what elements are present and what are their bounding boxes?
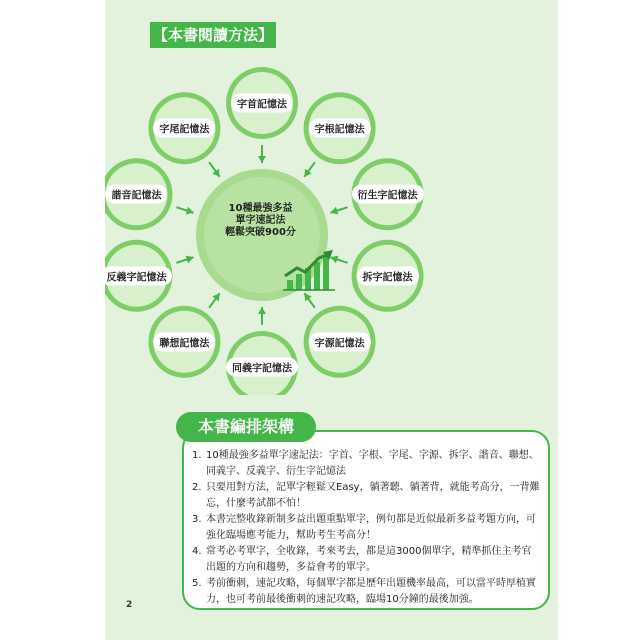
list-item-text: 本書完整收錄新制多益出題重點單字，例句都是近似最新多益考題方向，可強化臨場應考能力，幫助考生考高分！ [206,514,536,541]
method-label [357,266,419,285]
memory-method-diagram [105,55,558,395]
list-item [192,480,540,512]
arrow-head-icon [304,169,311,177]
method-label-text: 同義字記憶法 [226,358,298,377]
method-label-text: 字尾記憶法 [153,119,215,138]
list-item-text: 10種最強多益單字速記法：字首、字根、字尾、字源、拆字、諧音、聯想、同義字、反義字、衍生字記憶法 [206,450,539,477]
list-item-number: 4. [192,546,202,557]
method-label [226,358,298,377]
arrow-head-icon [304,293,311,301]
list-item-text: 常考必考單字，全收錄，考來考去，都是這3000個單字，精準抓住主考官出題的方向和趨勢，多益會考的單字。 [206,546,532,573]
center-line-3: 輕鬆突破900分 [225,227,296,238]
structure-box-title: 本書編排架構 [176,412,316,442]
arrow-head-icon [258,307,266,314]
method-label [105,185,167,204]
center-title [209,203,312,239]
method-label-text: 諧音記憶法 [105,185,167,204]
list-item-text: 考前衝刺，速記攻略，每個單字都是歷年出題機率最高，可以當平時厚植實力，也可考前最後衝刺的速記攻略，臨場10分鐘的最後加強。 [206,578,536,605]
center-line-2: 單字速記法 [235,215,286,226]
list-item [192,576,540,608]
list-item [192,448,540,480]
list-item [192,544,540,576]
list-item-text: 只要用對方法，記單字輕鬆又Easy，躺著聽、躺著背，就能考高分，一背難忘，什麼考試都不怕！ [206,482,540,509]
page-number: 2 [126,600,133,610]
method-label-text: 字根記憶法 [309,119,371,138]
method-label-text: 反義字記憶法 [100,266,172,285]
list-item [192,512,540,544]
method-label-text: 字源記憶法 [309,332,371,351]
page-title: 【本書閱讀方法】 [150,22,276,48]
method-label [309,119,371,138]
arrow-head-icon [212,169,219,177]
arrow-head-icon [212,293,219,301]
method-label-text: 衍生字記憶法 [352,185,424,204]
list-item-number: 5. [192,578,202,589]
method-label [231,94,293,113]
arrow-head-icon [258,156,266,163]
method-label [352,185,424,204]
center-line-1: 10種最強多益 [228,203,293,214]
list-item-number: 1. [192,450,202,461]
method-label [100,266,172,285]
list-item-number: 2. [192,482,202,493]
method-label-text: 拆字記憶法 [357,266,419,285]
method-label [153,119,215,138]
method-label-text: 聯想記憶法 [153,332,215,351]
method-label-text: 字首記憶法 [231,94,293,113]
structure-list [192,448,540,608]
method-label [153,332,215,351]
list-item-number: 3. [192,514,202,525]
method-label [309,332,371,351]
